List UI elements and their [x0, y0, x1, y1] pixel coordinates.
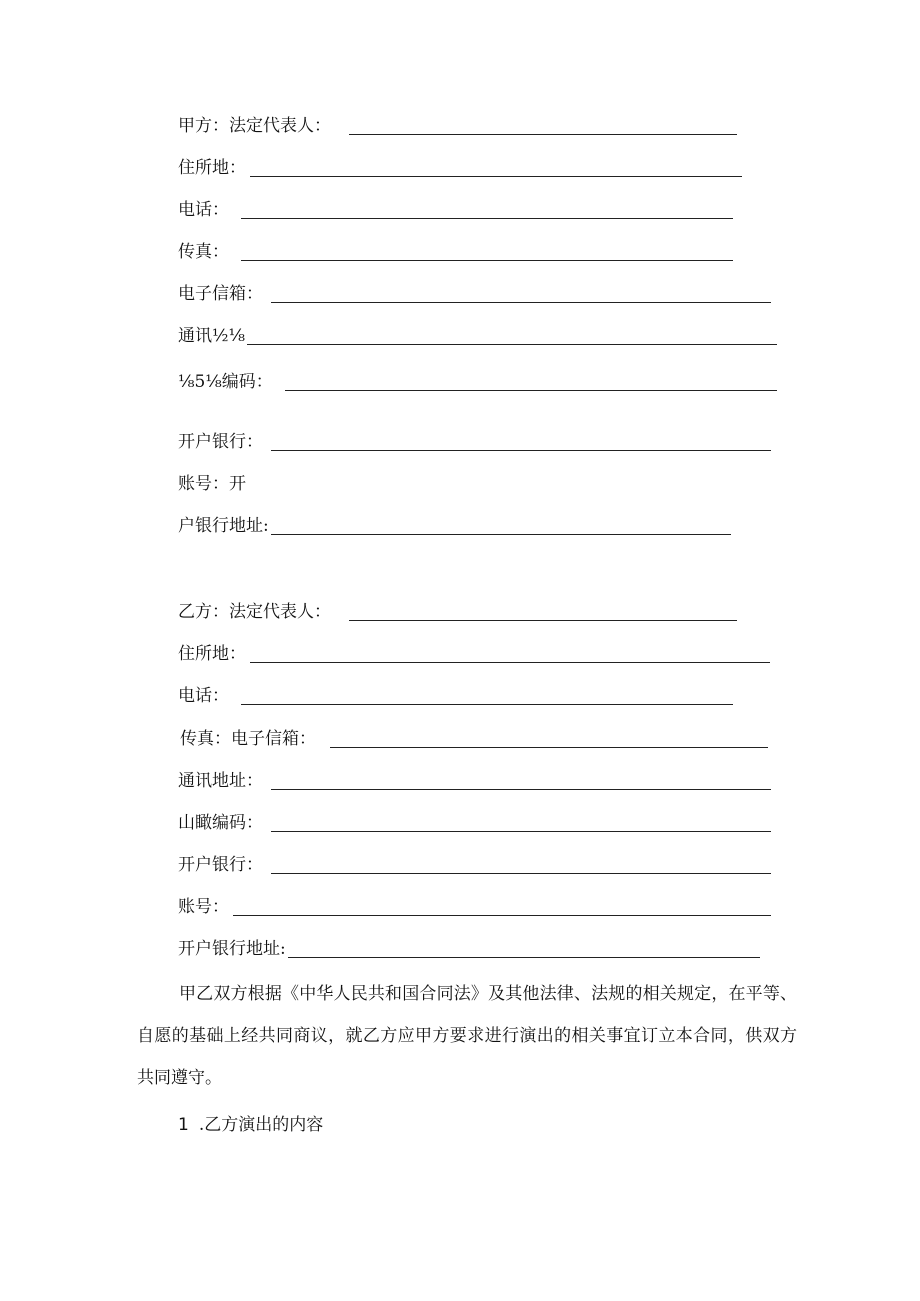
party-b-postal-code-line [271, 831, 771, 832]
party-b-address-line [250, 662, 770, 663]
party-b-comm-address-label: 通讯地址： [178, 771, 263, 791]
section-1-number: 1 [178, 1115, 189, 1135]
party-b-bank-line [271, 873, 771, 874]
party-b-account-label: 账号： [178, 897, 229, 917]
party-a-bank-row [178, 424, 771, 454]
party-a-account-label: 账号：开 [178, 474, 246, 494]
party-a-comm-address-line [247, 344, 777, 345]
party-b-bank-label: 开户银行： [178, 855, 263, 875]
party-a-fax-line [241, 260, 733, 261]
party-a-address-line [250, 176, 742, 177]
contract-intro-paragraph [137, 973, 797, 1099]
party-a-comm-address-label: 通讯½⅛ [178, 326, 245, 346]
party-b-comm-address-line [271, 789, 771, 790]
party-b-bank-address-label: 开户银行地址: [178, 939, 286, 959]
party-a-email-label: 电子信箱： [178, 284, 263, 304]
party-b-phone-label: 电话： [178, 686, 229, 706]
party-a-bank-label: 开户银行： [178, 432, 263, 452]
party-a-comm-address-row [178, 318, 777, 348]
party-b-legal-rep-line [349, 620, 737, 621]
party-a-account-row [178, 466, 246, 496]
party-b-comm-address-row [178, 763, 771, 793]
party-a-email-row [178, 276, 771, 306]
party-b-fax-email-row [180, 721, 768, 751]
party-b-phone-row [178, 678, 733, 708]
party-a-bank-line [271, 450, 771, 451]
section-1-heading [178, 1110, 323, 1140]
party-b-address-row [178, 636, 770, 666]
section-1-title: .乙方演出的内容 [198, 1115, 324, 1135]
party-a-address-label: 住所地： [178, 158, 246, 178]
party-a-email-line [271, 302, 771, 303]
party-a-bank-address-label: 户银行地址: [178, 516, 269, 536]
party-a-address-row [178, 150, 742, 180]
party-a-legal-rep-label: 甲方：法定代表人： [178, 116, 331, 136]
party-b-postal-code-label: 山瞰编码： [178, 813, 263, 833]
party-a-postal-code-line [285, 390, 777, 391]
party-b-legal-rep-row [178, 594, 737, 624]
party-b-postal-code-row [178, 805, 771, 835]
party-a-phone-row [178, 192, 733, 222]
party-a-phone-label: 电话： [178, 200, 229, 220]
party-b-legal-rep-label: 乙方：法定代表人： [178, 602, 331, 622]
party-b-fax-email-line [330, 747, 768, 748]
party-b-bank-address-row [178, 931, 760, 961]
party-a-bank-address-line [271, 534, 731, 535]
party-b-account-line [233, 915, 771, 916]
party-b-fax-email-label: 传真：电子信箱： [180, 729, 316, 749]
contract-intro-text: 甲乙双方根据《中华人民共和国合同法》及其他法律、法规的相关规定，在平等、自愿的基础上经共同商议，就乙方应甲方要求进行演出的相关事宜订立本合同，供双方共同遵守。 [137, 984, 797, 1088]
party-a-phone-line [241, 218, 733, 219]
party-b-account-row [178, 889, 771, 919]
party-a-bank-address-row [178, 508, 731, 538]
party-b-bank-row [178, 847, 771, 877]
party-b-bank-address-line [288, 957, 760, 958]
party-b-phone-line [241, 704, 733, 705]
party-a-legal-rep-row [178, 108, 737, 138]
party-b-address-label: 住所地： [178, 644, 246, 664]
party-a-fax-label: 传真： [178, 242, 229, 262]
party-a-legal-rep-line [349, 134, 737, 135]
party-a-postal-code-label: ⅛5⅛编码： [178, 372, 273, 392]
party-a-postal-code-row [178, 364, 777, 394]
party-a-fax-row [178, 234, 733, 264]
